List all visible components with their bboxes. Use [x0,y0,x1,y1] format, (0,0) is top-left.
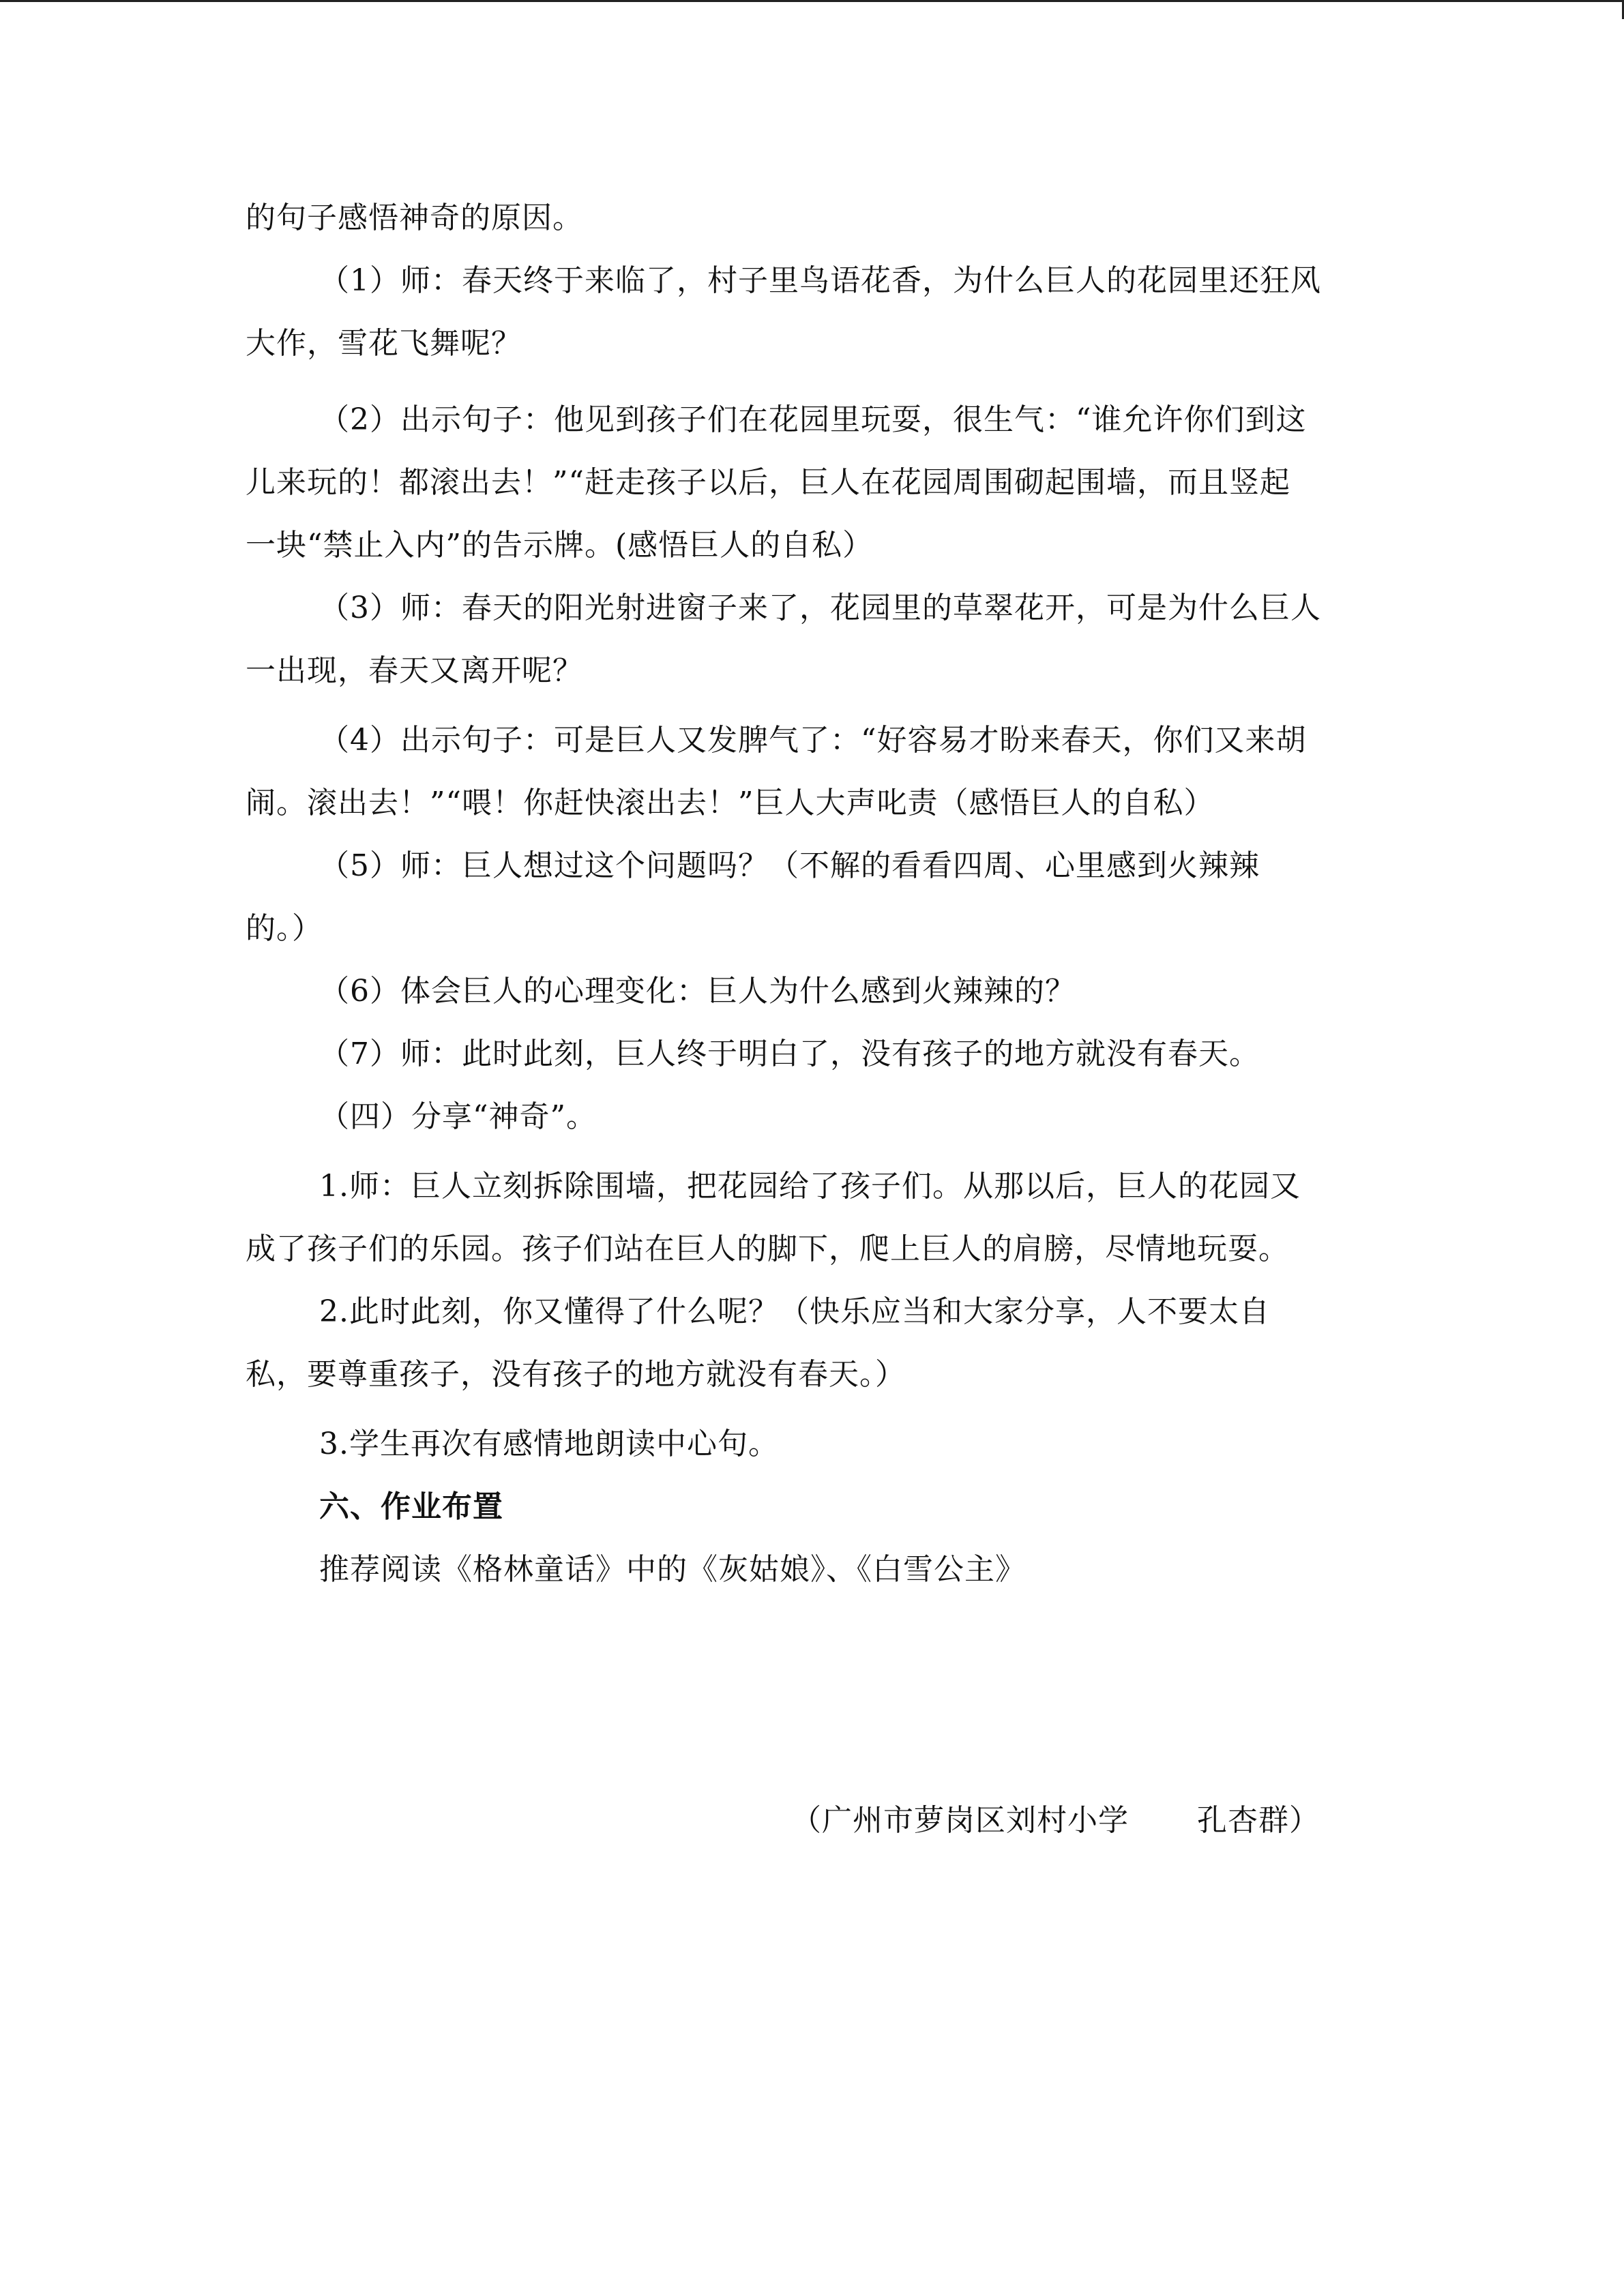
text-line: 3.学生再次有感情地朗读中心句。 [319,1427,779,1461]
text-line: （6）体会巨人的心理变化：巨人为什么感到火辣辣的？ [319,974,1076,1009]
text-line: 的。） [246,911,323,946]
top-border-line [0,0,1624,2]
text-line: 儿来玩的！都滚出去！”“赶走孩子以后，巨人在花园周围砌起围墙，而且竖起 [246,465,1290,500]
text-line: 推荐阅读《格林童话》中的《灰姑娘》、《白雪公主》 [319,1552,1026,1587]
text-line: 1.师：巨人立刻拆除围墙，把花园给了孩子们。从那以后，巨人的花园又 [319,1169,1301,1204]
text-line: 私，要尊重孩子，没有孩子的地方就没有春天。） [246,1357,906,1392]
text-line: （7）师：此时此刻，巨人终于明白了，没有孩子的地方就没有春天。 [319,1037,1260,1071]
text-line: （3）师：春天的阳光射进窗子来了，花园里的草翠花开，可是为什么巨人 [319,591,1321,625]
text-line: （4）出示句子：可是巨人又发脾气了：“好容易才盼来春天，你们又来胡 [319,723,1307,758]
text-line: 一出现，春天又离开呢？ [246,653,583,688]
signature-school: （广州市萝岗区刘村小学 [791,1803,1129,1838]
text-line: 2.此时此刻，你又懂得了什么呢？（快乐应当和大家分享，人不要太自 [319,1294,1270,1329]
text-line: （5）师：巨人想过这个问题吗？（不解的看看四周、心里感到火辣辣 [319,848,1260,883]
text-line: 成了孩子们的乐园。孩子们站在巨人的脚下，爬上巨人的肩膀，尽情地玩耍。 [246,1232,1289,1266]
text-line: （2）出示句子：他见到孩子们在花园里玩耍，很生气：“谁允许你们到这 [319,402,1307,437]
signature-author: 孔杏群） [1197,1803,1320,1838]
text-line: 闹。滚出去！”“喂！你赶快滚出去！”巨人大声叱责（感悟巨人的自私） [246,786,1215,820]
author-signature [791,1800,1320,1841]
section-subheading: （四）分享“神奇”。 [319,1099,597,1134]
text-line: （1）师：春天终于来临了，村子里鸟语花香，为什么巨人的花园里还狂风 [319,263,1321,298]
section-heading-homework: 六、作业布置 [319,1489,503,1524]
text-line: 大作，雪花飞舞呢？ [246,326,522,361]
text-line: 一块“禁止入内”的告示牌。(感悟巨人的自私） [246,528,874,563]
text-line: 的句子感悟神奇的原因。 [246,200,583,235]
